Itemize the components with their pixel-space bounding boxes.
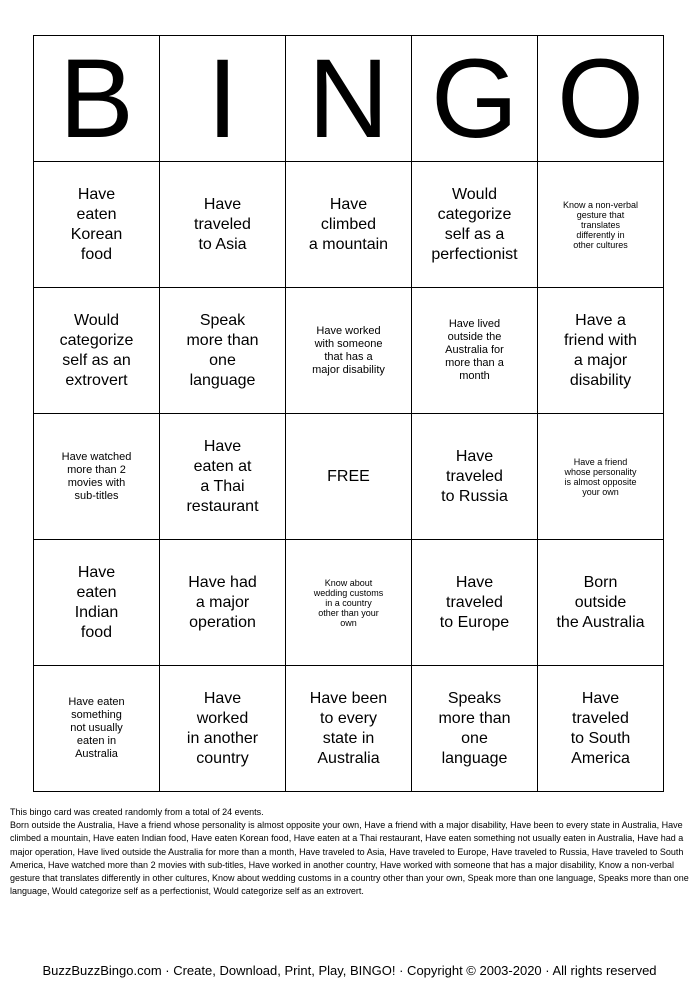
card-cell: Have worked in another country — [160, 666, 286, 792]
card-cell: Have climbed a mountain — [286, 162, 412, 288]
header-letter-b: B — [34, 36, 160, 162]
card-row — [34, 666, 664, 792]
card-row — [34, 288, 664, 414]
copyright-text: BuzzBuzzBingo.com · Create, Download, Print, Play, BINGO! · Copyright © 2003-2020 · All rights reserved — [42, 963, 657, 978]
card-cell: Have eaten at a Thai restaurant — [160, 414, 286, 540]
card-row — [34, 162, 664, 288]
card-cell: Have eaten Indian food — [34, 540, 160, 666]
card-cell: Have traveled to Europe — [412, 540, 538, 666]
card-cell: Have traveled to Russia — [412, 414, 538, 540]
free-space-cell: FREE — [286, 414, 412, 540]
card-row — [34, 540, 664, 666]
card-cell: Have had a major operation — [160, 540, 286, 666]
card-cell: Have traveled to South America — [538, 666, 664, 792]
card-cell: Have watched more than 2 movies with sub-titles — [34, 414, 160, 540]
card-cell: Have been to every state in Australia — [286, 666, 412, 792]
card-cell: Have a friend with a major disability — [538, 288, 664, 414]
card-footer-notes — [10, 806, 690, 898]
card-cell: Speaks more than one language — [412, 666, 538, 792]
card-cell: Have worked with someone that has a major disability — [286, 288, 412, 414]
card-cell: Know about wedding customs in a country other than your own — [286, 540, 412, 666]
card-cell: Have eaten Korean food — [34, 162, 160, 288]
card-cell: Have lived outside the Australia for more than a month — [412, 288, 538, 414]
event-list-text: Born outside the Australia, Have a friend whose personality is almost opposite your own, Have a friend with a major disability, Have been to every state in Australia, Have climbed a mountain, Have eaten Indian food, Have eaten Korean food, Have eaten at a Thai restaurant, Have eaten something not usually eaten in Australia, Have had a major operation, Have lived outside the Australia for more than a month, Have traveled to Asia, Have traveled to Europe, Have traveled to Russia, Have traveled to South America, Have watched more than 2 movies with sub-titles, Have worked in another country, Have worked with someone that has a major disability, Know a non-verbal gesture that translates differently in other cultures, Know about wedding customs in a country other than your own, Speak more than one language, Speaks more than one language, Would categorize self as a perfectionist, Would categorize self as an extrovert. — [10, 820, 689, 897]
header-row — [34, 36, 664, 162]
card-cell: Have eaten something not usually eaten in Australia — [34, 666, 160, 792]
card-cell: Would categorize self as an extrovert — [34, 288, 160, 414]
header-letter-g: G — [412, 36, 538, 162]
summary-text: This bingo card was created randomly from a total of 24 events. — [10, 807, 264, 817]
header-letter-o: O — [538, 36, 664, 162]
header-letter-n: N — [286, 36, 412, 162]
card-cell: Would categorize self as a perfectionist — [412, 162, 538, 288]
header-letter-i: I — [160, 36, 286, 162]
card-cell: Know a non-verbal gesture that translates differently in other cultures — [538, 162, 664, 288]
bingo-card — [33, 35, 664, 792]
card-cell: Have traveled to Asia — [160, 162, 286, 288]
card-cell: Speak more than one language — [160, 288, 286, 414]
card-cell: Born outside the Australia — [538, 540, 664, 666]
card-row — [34, 414, 664, 540]
card-cell: Have a friend whose personality is almost opposite your own — [538, 414, 664, 540]
